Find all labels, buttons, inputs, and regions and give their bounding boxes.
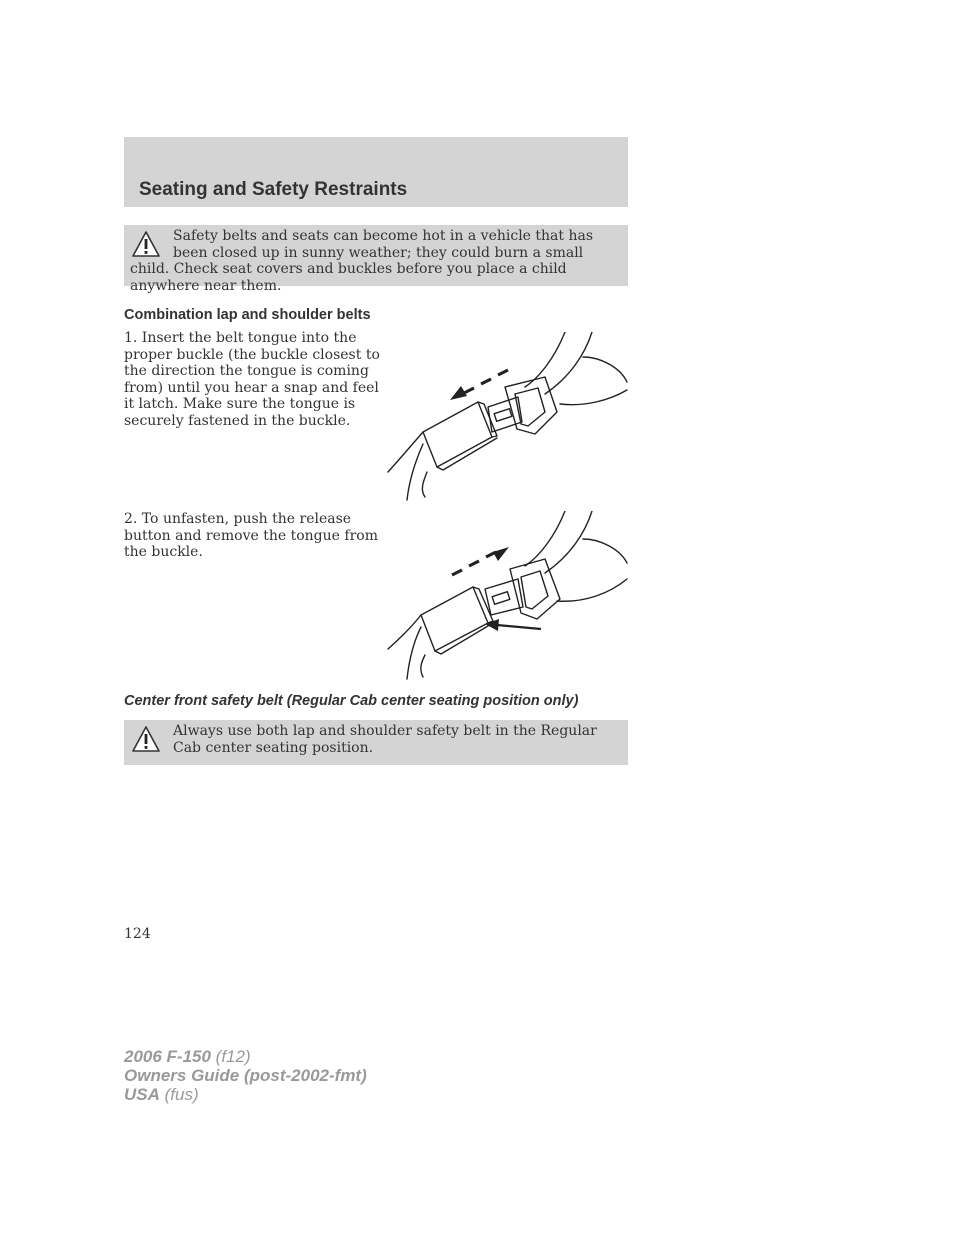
footer-line-1: 2006 F-150 (f12) — [124, 1047, 251, 1066]
section-header — [124, 137, 628, 207]
page-number: 124 — [124, 926, 151, 942]
buckle-unfasten-illustration — [385, 511, 630, 681]
section-heading: Combination lap and shoulder belts — [124, 307, 371, 323]
warning-box — [124, 720, 628, 765]
warning-box — [124, 225, 628, 294]
step-1-text: 1. Insert the belt tongue into the proper buckle (the buckle closest to the direction the tongue is coming from) until you hear a snap and feel it latch. Make sure the tongue is securely fastened in the buckle. — [124, 330, 380, 429]
buckle-fasten-illustration — [385, 332, 630, 502]
section-heading: Center front safety belt (Regular Cab center seating position only) — [124, 693, 579, 709]
footer-line-3: USA (fus) — [124, 1085, 199, 1104]
warning-text: Always use both lap and shoulder safety belt in the Regular Cab center seating position. — [173, 723, 597, 756]
footer-line-2: Owners Guide (post-2002-fmt) — [124, 1066, 367, 1085]
document-footer — [124, 1047, 367, 1104]
page-title: Seating and Safety Restraints — [139, 179, 408, 200]
warning-text: Safety belts and seats can become hot in a vehicle that has been closed up in sunny weather; they could burn a small child. Check seat covers and buckles before you place a child anywhere near them. — [130, 228, 594, 294]
step-2-text: 2. To unfasten, push the release button and remove the tongue from the buckle. — [124, 511, 378, 560]
